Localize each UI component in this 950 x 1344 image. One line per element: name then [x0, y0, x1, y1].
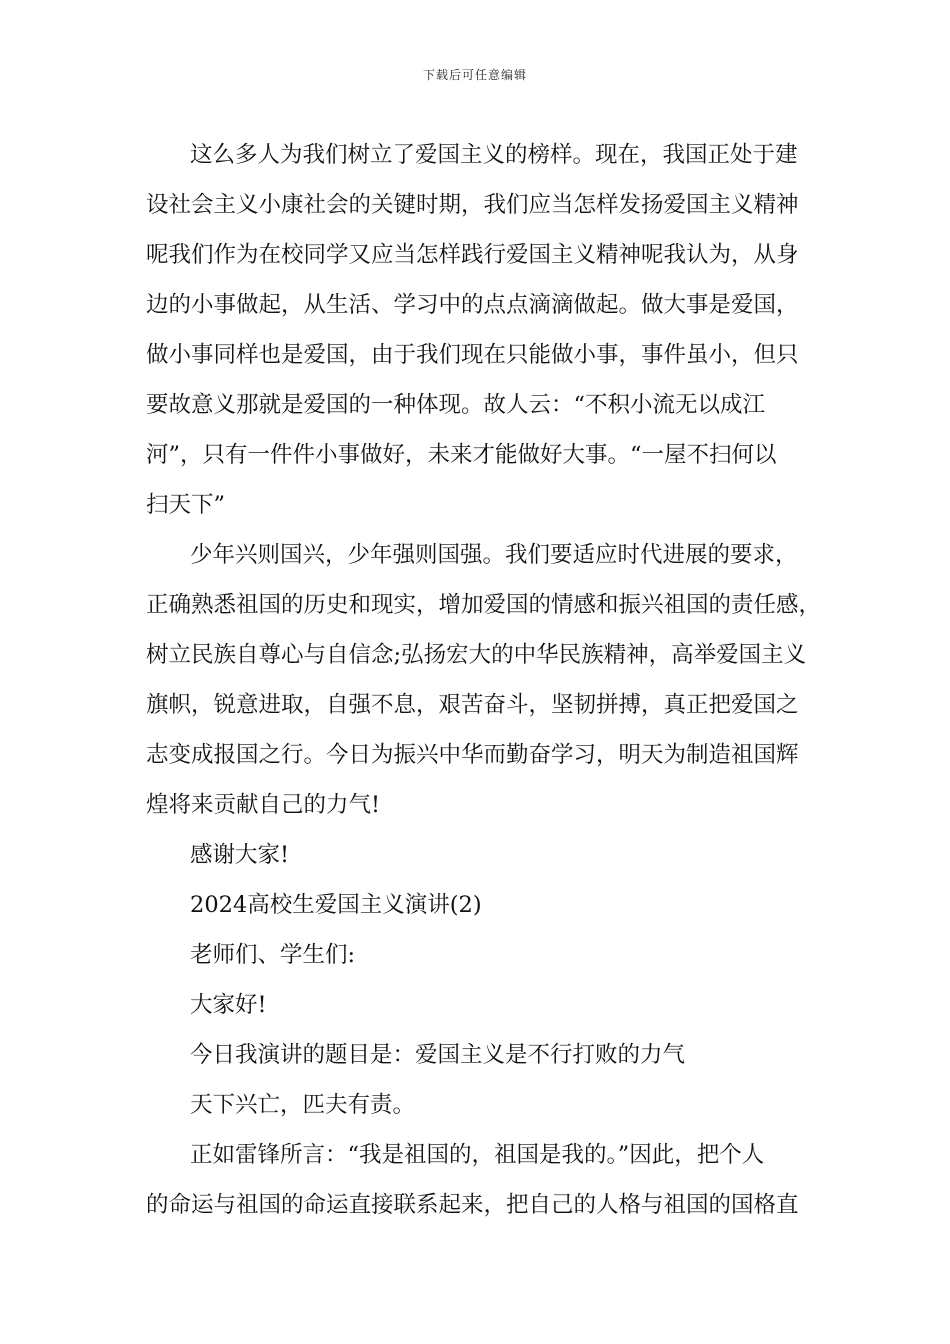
text-line: 这么多人为我们树立了爱国主义的榜样。现在，我国正处于建 — [190, 142, 798, 168]
text-line: 的命运与祖国的命运直接联系起来，把自己的人格与祖国的国格直 — [146, 1192, 799, 1218]
text-line: 呢我们作为在校同学又应当怎样践行爱国主义精神呢我认为，从身 — [146, 242, 799, 268]
text-line: 河”，只有一件件小事做好，未来才能做好大事。“一屋不扫何以 — [146, 442, 777, 468]
text-line: 老师们、学生们: — [190, 942, 356, 968]
text-line: 边的小事做起，从生活、学习中的点点滴滴做起。做大事是爱国， — [146, 292, 799, 318]
paragraph-quote — [146, 1080, 806, 1130]
text-line: 天下兴亡，匹夫有责。 — [190, 1092, 416, 1118]
text-line: 感谢大家! — [190, 842, 290, 868]
document-body — [146, 130, 822, 1230]
text-line: 大家好! — [190, 992, 267, 1018]
paragraph-youth — [146, 530, 822, 830]
speech-title — [146, 880, 806, 930]
paragraph-topic — [146, 1030, 806, 1080]
text-line: 要故意义那就是爱国的一种体现。故人云：“不积小流无以成江 — [146, 392, 766, 418]
text-line: 少年兴则国兴，少年强则国强。我们要适应时代进展的要求， — [190, 542, 798, 568]
text-line: 扫天下” — [146, 492, 226, 518]
greeting-teachers — [146, 930, 806, 980]
text-line: 煌将来贡献自己的力气! — [146, 792, 381, 818]
text-line: 设社会主义小康社会的关键时期，我们应当怎样发扬爱国主义精神 — [146, 192, 799, 218]
paragraph-role-models — [146, 130, 806, 530]
text-line: 树立民族自尊心与自信念;弘扬宏大的中华民族精神，高举爱国主义 — [146, 642, 807, 668]
text-line: 做小事同样也是爱国，由于我们现在只能做小事，事件虽小，但只 — [146, 342, 799, 368]
text-line: 2024高校生爱国主义演讲(2) — [190, 892, 482, 918]
text-line: 志变成报国之行。今日为振兴中华而勤奋学习，明天为制造祖国辉 — [146, 742, 799, 768]
paragraph-leifeng — [146, 1130, 806, 1230]
page-header: 下载后可任意编辑 — [422, 68, 527, 82]
greeting-hello — [146, 980, 806, 1030]
text-line: 正如雷锋所言：“我是祖国的，祖国是我的。”因此，把个人 — [190, 1142, 765, 1168]
text-line: 旗帜，锐意进取，自强不息，艰苦奋斗，坚韧拼搏，真正把爱国之 — [146, 692, 799, 718]
text-line: 今日我演讲的题目是：爱国主义是不行打败的力气 — [190, 1042, 686, 1068]
text-line: 正确熟悉祖国的历史和现实，增加爱国的情感和振兴祖国的责任感， — [146, 592, 822, 618]
paragraph-thanks — [146, 830, 806, 880]
